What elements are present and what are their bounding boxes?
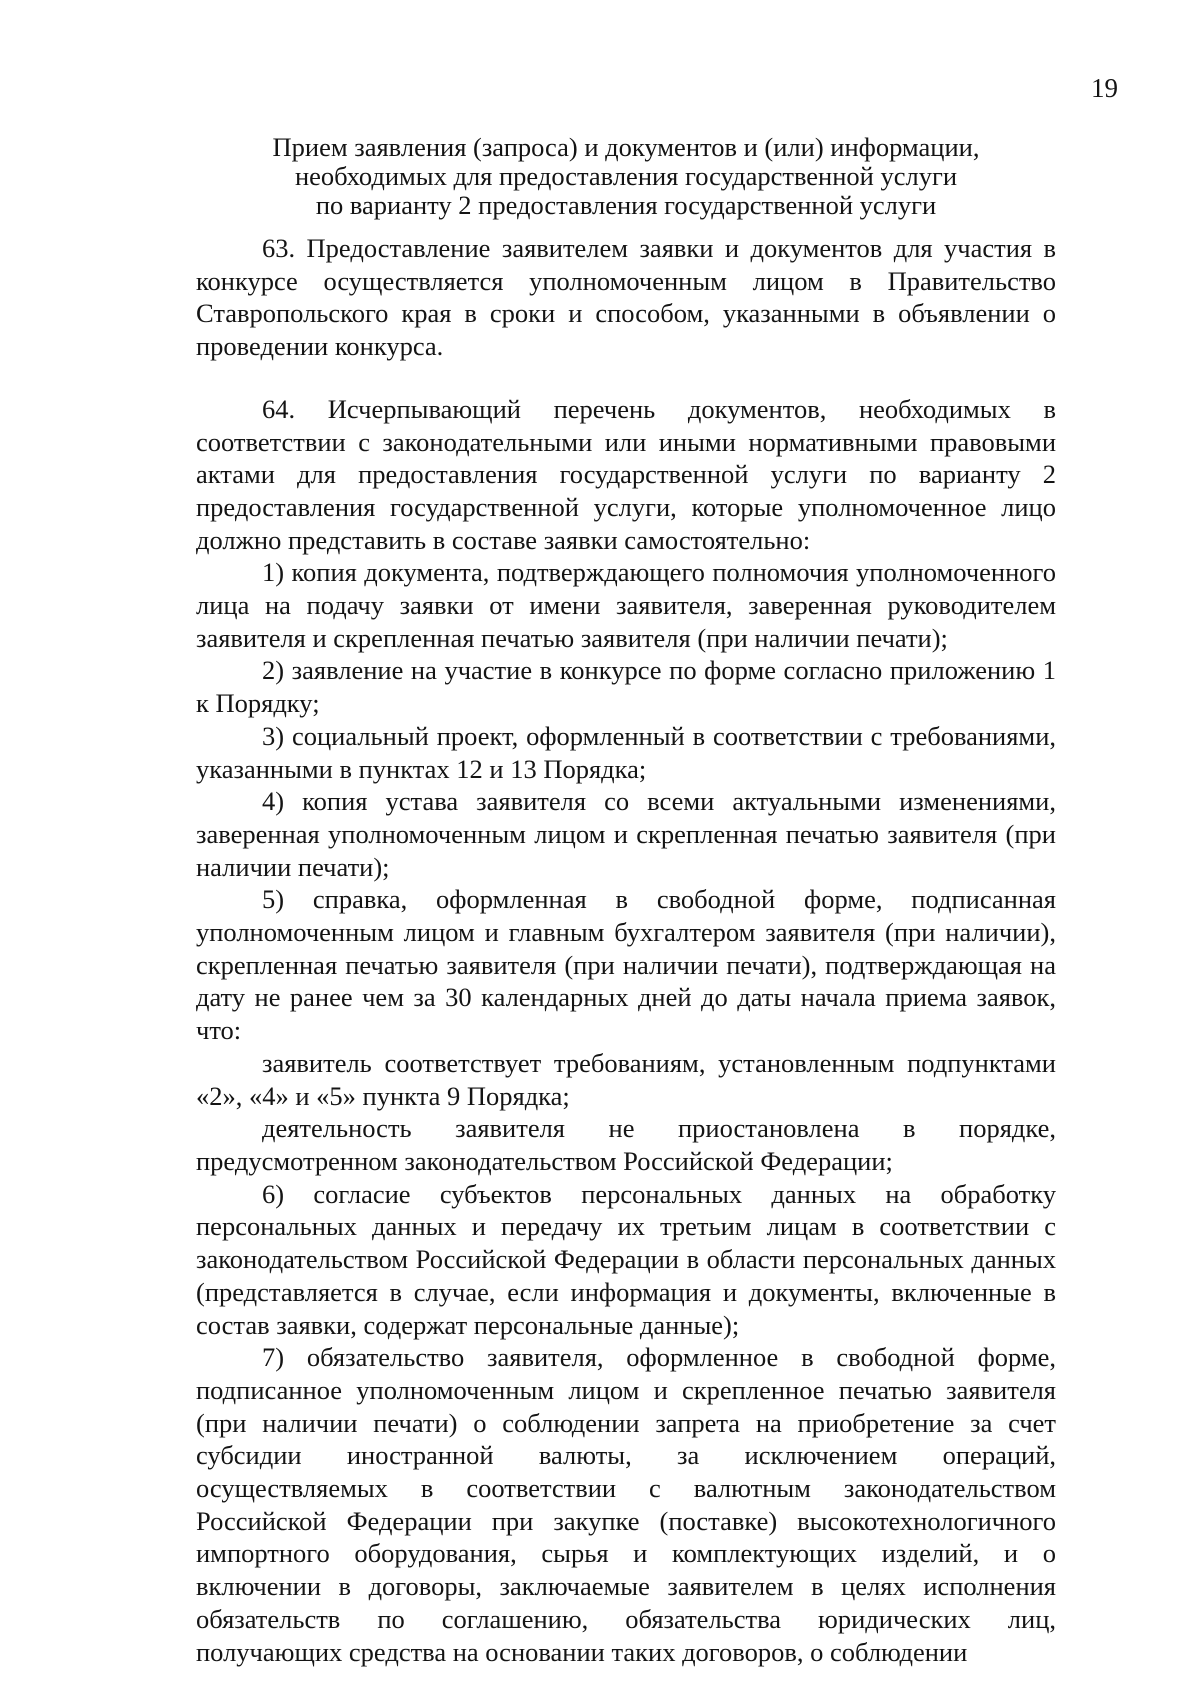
list-item-5-condition-1: заявитель соответствует требованиям, установленным подпунктами «2», «4» и «5» пункта 9 Порядка; xyxy=(196,1047,1056,1111)
heading-line: по варианту 2 предоставления государственной услуги xyxy=(315,190,937,220)
paragraph-63: 63. Предоставление заявителем заявки и документов для участия в конкурсе осуществляется уполномоченным лицом в Правительство Ставропольского края в сроки и способом, указанными в объявлении о проведении конкурса. xyxy=(196,233,1056,362)
list-item-1: 1) копия документа, подтверждающего полномочия уполномоченного лица на подачу заявки от имени заявителя, заверенная руководителем заявителя и скрепленная печатью заявителя (при наличии печати); xyxy=(196,557,1056,653)
paragraph-64: 64. Исчерпывающий перечень документов, необходимых в соответствии с законодательными или иными нормативными правовыми актами для предоставления государственной услуги по варианту 2 предоставления государственной услуги, которые уполномоченное лицо должно представить в составе заявки самостоятельно: xyxy=(196,393,1056,555)
list-item-5-condition-2: деятельность заявителя не приостановлена в порядке, предусмотренном законодательством Российской Федерации; xyxy=(196,1113,1056,1176)
list-item-3: 3) социальный проект, оформленный в соответствии с требованиями, указанными в пунктах 12 и 13 Порядка; xyxy=(196,720,1056,784)
heading-line: Прием заявления (запроса) и документов и (или) информации, xyxy=(272,132,980,162)
list-item-2: 2) заявление на участие в конкурсе по форме согласно приложению 1 к Порядку; xyxy=(196,655,1056,719)
page-number: 19 xyxy=(1091,73,1118,103)
list-item-4: 4) копия устава заявителя со всеми актуальными изменениями, заверенная уполномоченным лицом и скрепленная печатью заявителя (при наличии печати); xyxy=(196,786,1056,882)
section-heading xyxy=(196,133,1056,220)
heading-line: необходимых для предоставления государственной услуги xyxy=(294,161,958,191)
document-body xyxy=(196,232,1056,1668)
list-item-6: 6) согласие субъектов персональных данных на обработку персональных данных и передачу их третьим лицам в соответствии с законодательством Российской Федерации в области персональных данных (представляется в случае, если информация и документы, включенные в состав заявки, содержат персональные данные); xyxy=(196,1178,1056,1340)
list-item-7: 7) обязательство заявителя, оформленное в свободной форме, подписанное уполномоченным лицом и скрепленное печатью заявителя (при наличии печати) о соблюдении запрета на приобретение за счет субсидии иностранной валюты, за исключением операций, осуществляемых в соответствии с валютным законодательством Российской Федерации при закупке (поставке) высокотехнологичного импортного оборудования, сырья и комплектующих изделий, и о включении в договоры, заключаемые заявителем в целях исполнения обязательств по соглашению, обязательства юридических лиц, получающих средства на основании таких договоров, о соблюдении xyxy=(196,1342,1056,1667)
list-item-5: 5) справка, оформленная в свободной форме, подписанная уполномоченным лицом и главным бухгалтером заявителя (при наличии), скрепленная печатью заявителя (при наличии печати), подтверждающая на дату не ранее чем за 30 календарных дней до даты начала приема заявок, что: xyxy=(196,884,1056,1046)
